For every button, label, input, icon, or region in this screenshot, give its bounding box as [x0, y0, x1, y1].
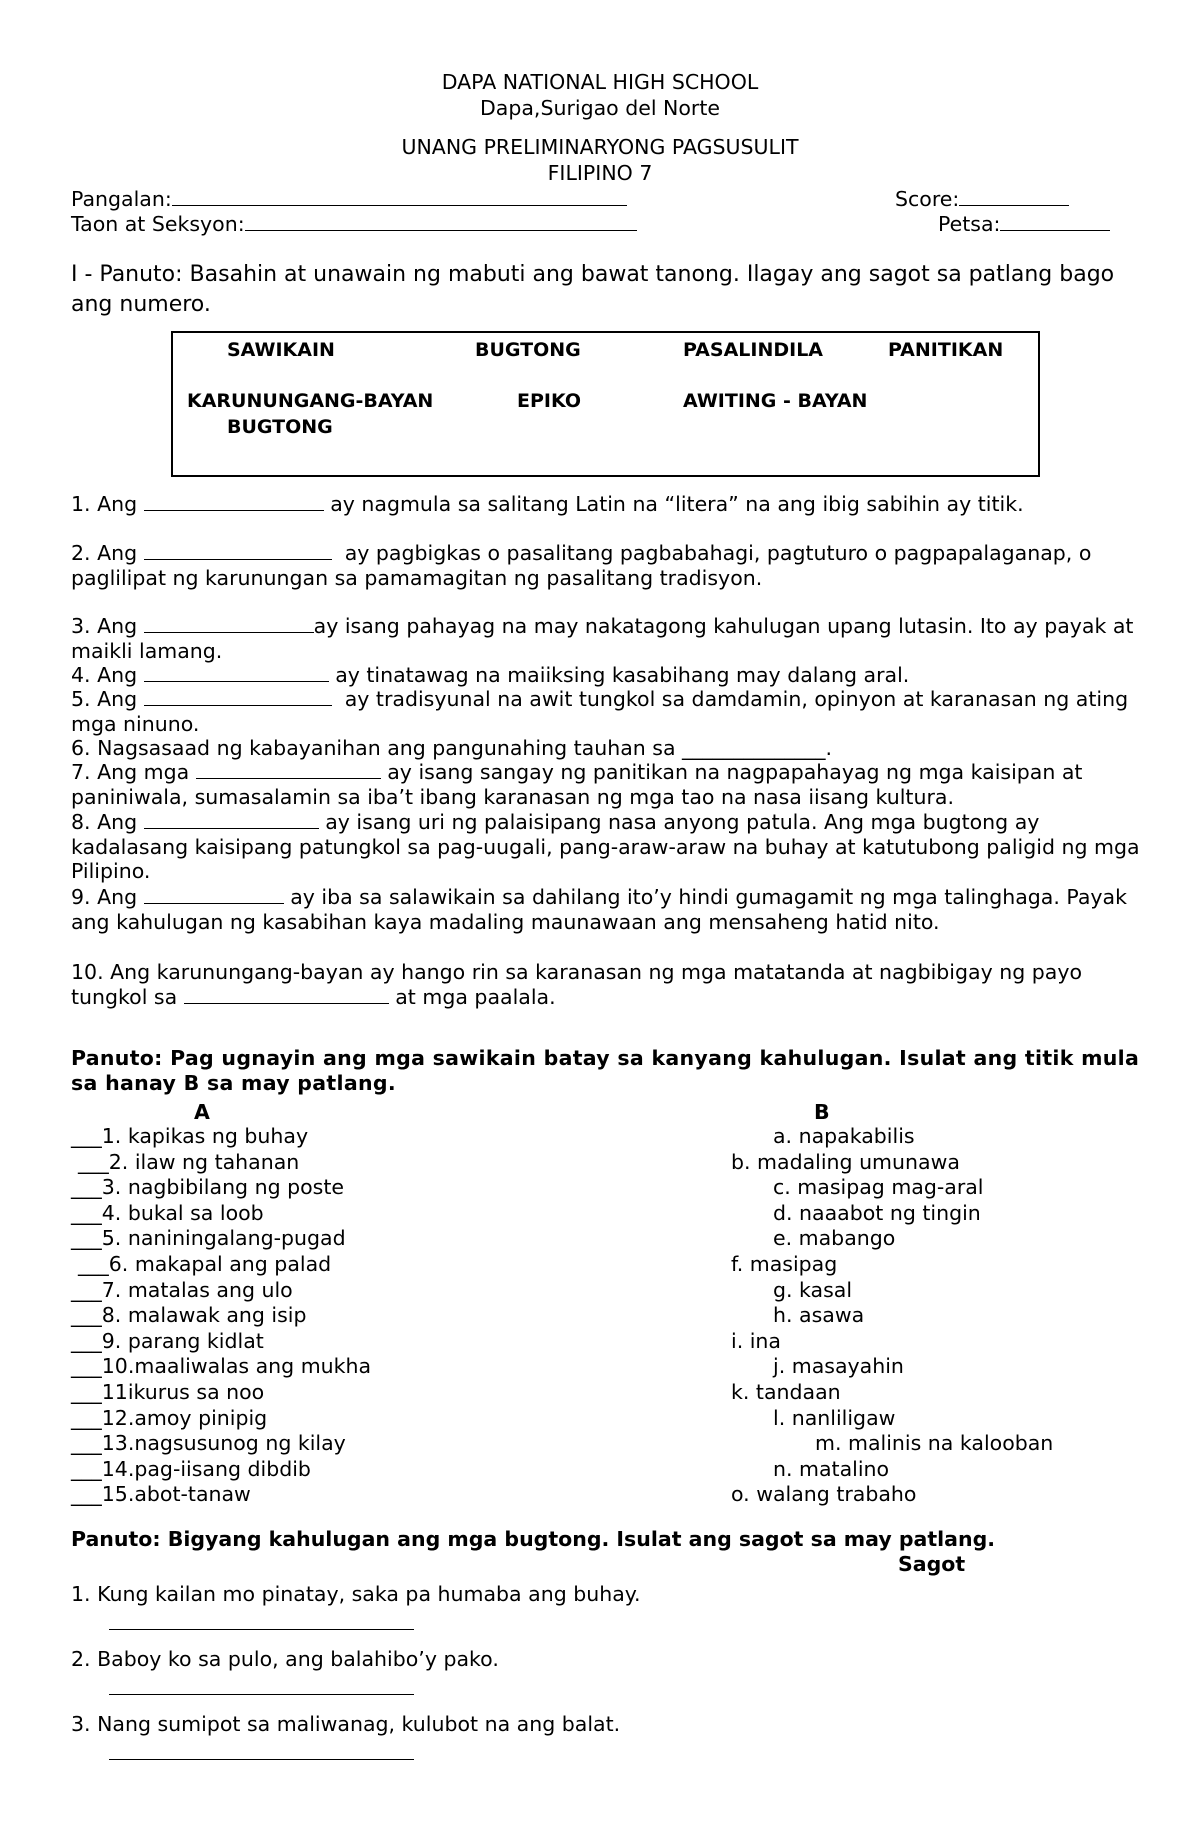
date-line — [1000, 229, 1110, 231]
question-5: 5. Ang ay tradisyunal na awit tungkol sa damdamin, opinyon at karanasan ng ating mga ninuno. — [71, 687, 1129, 736]
name-label: Pangalan: — [71, 187, 172, 211]
question-8: 8. Ang ay isang uri ng palaisipang nasa anyong patula. Ang mga bugtong ay kadalasang kaisipang patungkol sa pag-uugali, pang-araw-araw na buhay at katutubong paligid ng mga Pilipino. — [71, 810, 1140, 883]
match-item-b: h. asawa — [773, 1303, 865, 1328]
match-item-b: o. walang trabaho — [731, 1482, 917, 1507]
school-name: DAPA NATIONAL HIGH SCHOOL — [441, 70, 759, 94]
match-item-a[interactable]: ___3. nagbibilang ng poste — [71, 1175, 344, 1200]
answer-blank[interactable] — [144, 631, 314, 633]
score-line — [959, 204, 1069, 206]
section-line — [245, 229, 637, 231]
answer-blank[interactable] — [144, 704, 332, 706]
match-item-a[interactable]: ___7. matalas ang ulo — [71, 1277, 293, 1302]
match-item-b: f. masipag — [731, 1252, 838, 1276]
word-bank-item: PASALINDILA — [683, 339, 824, 361]
match-item-b: g. kasal — [773, 1277, 853, 1302]
riddle-2-answer-line[interactable] — [109, 1693, 414, 1695]
word-bank-item: SAWIKAIN — [227, 339, 335, 361]
match-item-a[interactable]: ___9. parang kidlat — [71, 1328, 264, 1353]
riddle-1: 1. Kung kailan mo pinatay, saka pa humaba ang buhay. — [71, 1582, 641, 1606]
question-4: 4. Ang ay tinatawag na maiiksing kasabihang may dalang aral. — [71, 663, 910, 687]
word-bank-item: KARUNUNGANG-BAYAN — [187, 390, 434, 412]
part3-instruction: Panuto: Bigyang kahulugan ang mga bugtong. Isulat ang sagot sa may patlang. — [71, 1527, 996, 1551]
match-item-b: k. tandaan — [731, 1380, 841, 1404]
question-2: 2. Ang ay pagbigkas o pasalitang pagbabahagi, pagtuturo o pagpapalaganap, o paglilipat ng karunungan sa pamamagitan ng pasalitang tradisyon. — [71, 541, 1092, 590]
match-item-b: d. naaabot ng tingin — [773, 1200, 981, 1225]
riddle-3: 3. Nang sumipot sa maliwanag, kulubot na ang balat. — [71, 1712, 621, 1736]
score-field[interactable] — [895, 187, 1069, 211]
match-item-a[interactable]: ___13.nagsusunog ng kilay — [71, 1431, 346, 1456]
riddle-1-answer-line[interactable] — [109, 1628, 414, 1630]
date-label: Petsa: — [938, 212, 1001, 236]
match-item-b: j. masayahin — [773, 1354, 904, 1379]
date-field[interactable] — [938, 212, 1110, 236]
school-address: Dapa,Surigao del Norte — [480, 96, 720, 120]
match-item-a[interactable]: ___2. ilaw ng tahanan — [78, 1149, 300, 1174]
match-item-a[interactable]: ___11ikurus sa noo — [71, 1380, 265, 1404]
match-item-b: m. malinis na kalooban — [815, 1431, 1054, 1456]
match-item-a[interactable]: ___1. kapikas ng buhay — [71, 1124, 309, 1148]
match-item-b: a. napakabilis — [773, 1124, 915, 1148]
match-item-a[interactable]: ___14.pag-iisang dibdib — [71, 1456, 311, 1481]
match-item-a[interactable]: ___15.abot-tanaw — [71, 1482, 251, 1507]
score-label: Score: — [895, 187, 960, 211]
match-item-b: n. matalino — [773, 1456, 890, 1481]
match-item-a[interactable]: ___6. makapal ang palad — [78, 1252, 332, 1276]
section-label: Taon at Seksyon: — [71, 212, 245, 236]
word-bank-item: EPIKO — [517, 390, 581, 412]
part1-instruction: I - Panuto: Basahin at unawain ng mabuti ang bawat tanong. Ilagay ang sagot sa patlang bago ang numero. — [71, 262, 1115, 317]
match-item-a[interactable]: ___8. malawak ang isip — [71, 1303, 307, 1328]
answer-blank[interactable] — [196, 777, 381, 779]
match-item-a[interactable]: ___10.maaliwalas ang mukha — [71, 1354, 372, 1379]
column-b-header: B — [814, 1100, 830, 1124]
question-7: 7. Ang mga ay isang sangay ng panitikan na nagpapahayag ng mga kaisipan at paniniwala, sumasalamin sa iba’t ibang karanasan ng mga tao na nasa iisang kultura. — [71, 760, 1083, 809]
question-9: 9. Ang ay iba sa salawikain sa dahilang ito’y hindi gumagamit ng mga talinghaga. Payak ang kahulugan ng kasabihan kaya madaling maunawaan ang mensaheng hatid nito. — [71, 885, 1127, 934]
match-item-a[interactable]: ___12.amoy pinipig — [71, 1405, 268, 1430]
word-bank-item: BUGTONG — [475, 339, 581, 361]
subject: FILIPINO 7 — [547, 161, 653, 185]
question-1: 1. Ang ay nagmula sa salitang Latin na “litera” na ang ibig sabihin ay titik. — [71, 492, 1024, 516]
name-field[interactable] — [71, 187, 627, 211]
answer-blank[interactable] — [144, 827, 319, 829]
exam-title: UNANG PRELIMINARYONG PAGSUSULIT — [401, 135, 799, 159]
match-item-b: e. mabango — [773, 1226, 896, 1251]
match-item-b: c. masipag mag-aral — [773, 1175, 984, 1200]
part2-instruction: Panuto: Pag ugnayin ang mga sawikain batay sa kanyang kahulugan. Isulat ang titik mula sa hanay B sa may patlang. — [71, 1046, 1140, 1095]
riddle-3-answer-line[interactable] — [109, 1758, 414, 1760]
word-bank-item: PANITIKAN — [888, 339, 1004, 361]
answer-blank[interactable] — [184, 1002, 389, 1004]
match-item-b: i. ina — [731, 1328, 781, 1353]
question-10: 10. Ang karunungang-bayan ay hango rin sa karanasan ng mga matatanda at nagbibigay ng payo tungkol sa at mga paalala. — [71, 960, 1082, 1009]
match-item-b: l. nanliligaw — [773, 1405, 896, 1430]
name-line — [172, 204, 627, 206]
section-field[interactable] — [71, 212, 637, 236]
answer-blank[interactable] — [144, 558, 332, 560]
match-item-a[interactable]: ___5. naniningalang-pugad — [71, 1226, 346, 1251]
riddle-2: 2. Baboy ko sa pulo, ang balahibo’y pako. — [71, 1647, 499, 1671]
answer-blank[interactable] — [144, 680, 329, 682]
word-bank-item: AWITING - BAYAN — [683, 390, 868, 412]
word-bank-item: BUGTONG — [227, 416, 333, 438]
answer-blank[interactable] — [144, 902, 284, 904]
match-item-b: b. madaling umunawa — [731, 1149, 960, 1174]
answer-blank[interactable] — [144, 509, 324, 511]
answer-header: Sagot — [898, 1552, 966, 1576]
question-6: 6. Nagsasaad ng kabayanihan ang pangunahing tauhan sa ______________. — [71, 736, 833, 760]
match-item-a[interactable]: ___4. bukal sa loob — [71, 1200, 264, 1225]
question-3: 3. Ang ay isang pahayag na may nakatagong kahulugan upang lutasin. Ito ay payak at maikli lamang. — [71, 614, 1134, 663]
column-a-header: A — [194, 1100, 210, 1124]
